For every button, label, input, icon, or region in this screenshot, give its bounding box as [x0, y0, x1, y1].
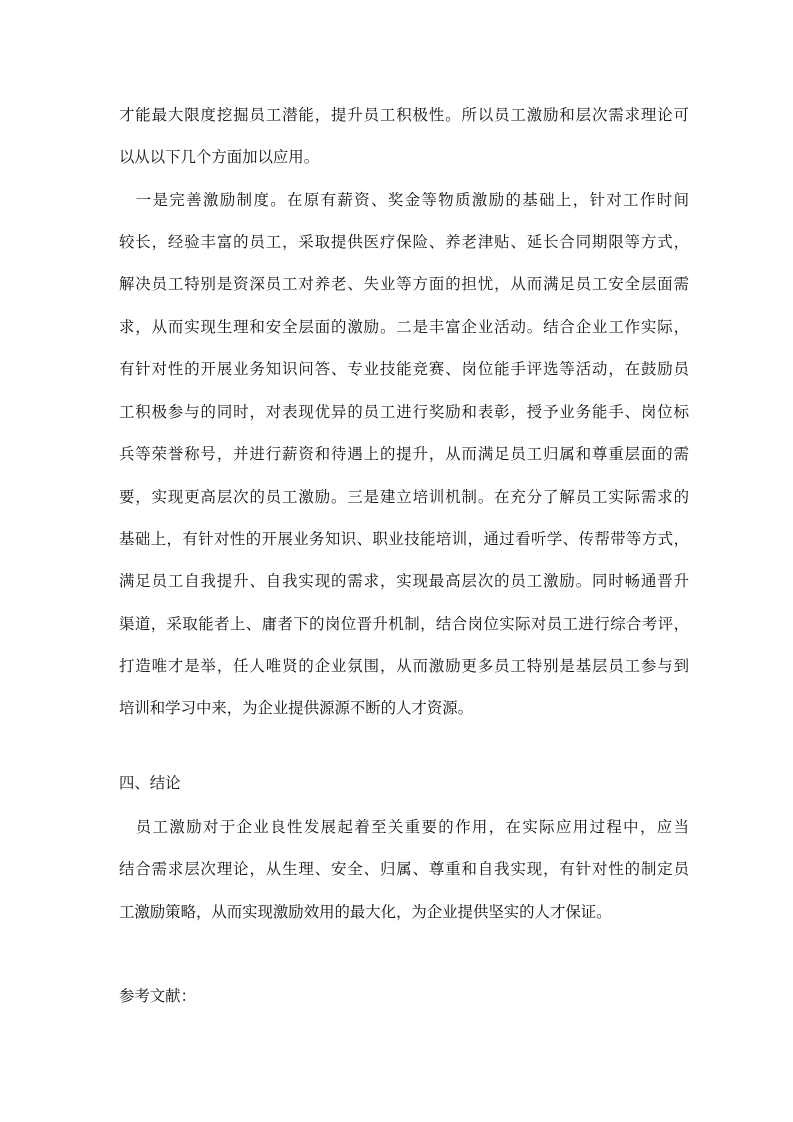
text-line: 一是完善激励制度。在原有薪资、奖金等物质激励的基础上，针对工作时间: [119, 191, 689, 209]
text-line: 培训和学习中来，为企业提供源源不断的人才资源。: [119, 699, 473, 717]
references-heading: 参考文献：: [119, 987, 196, 1005]
text-line: 以从以下几个方面加以应用。: [119, 148, 320, 166]
text-line: 较长，经验丰富的员工，采取提供医疗保险、养老津贴、延长合同期限等方式，: [119, 233, 689, 251]
text-line: 兵等荣誉称号，并进行薪资和待遇上的提升，从而满足员工归属和尊重层面的需: [119, 445, 689, 463]
text-line: 才能最大限度挖掘员工潜能，提升员工积极性。所以员工激励和层次需求理论可: [119, 106, 689, 124]
text-line: 结合需求层次理论，从生理、安全、归属、尊重和自我实现，有针对性的制定员: [119, 860, 689, 878]
text-line: 员工激励对于企业良性发展起着至关重要的作用，在实际应用过程中，应当: [119, 818, 689, 836]
text-line: 打造唯才是举，任人唯贤的企业氛围，从而激励更多员工特别是基层员工参与到: [119, 657, 689, 675]
text-line: 工激励策略，从而实现激励效用的最大化，为企业提供坚实的人才保证。: [119, 903, 612, 921]
section-heading: 四、结论: [119, 774, 181, 792]
text-line: 满足员工自我提升、自我实现的需求，实现最高层次的员工激励。同时畅通晋升: [119, 572, 689, 590]
text-line: 要，实现更高层次的员工激励。三是建立培训机制。在充分了解员工实际需求的: [119, 488, 689, 506]
text-line: 工积极参与的同时，对表现优异的员工进行奖励和表彰，授予业务能手、岗位标: [119, 403, 689, 421]
text-line: 基础上，有针对性的开展业务知识、职业技能培训，通过看听学、传帮带等方式，: [119, 530, 689, 548]
text-line: 求，从而实现生理和安全层面的激励。二是丰富企业活动。结合企业工作实际，: [119, 318, 689, 336]
text-line: 解决员工特别是资深员工对养老、失业等方面的担忧，从而满足员工安全层面需: [119, 275, 689, 293]
text-line: 有针对性的开展业务知识问答、专业技能竞赛、岗位能手评选等活动，在鼓励员: [119, 360, 689, 378]
text-line: 渠道，采取能者上、庸者下的岗位晋升机制，结合岗位实际对员工进行综合考评，: [119, 615, 689, 633]
